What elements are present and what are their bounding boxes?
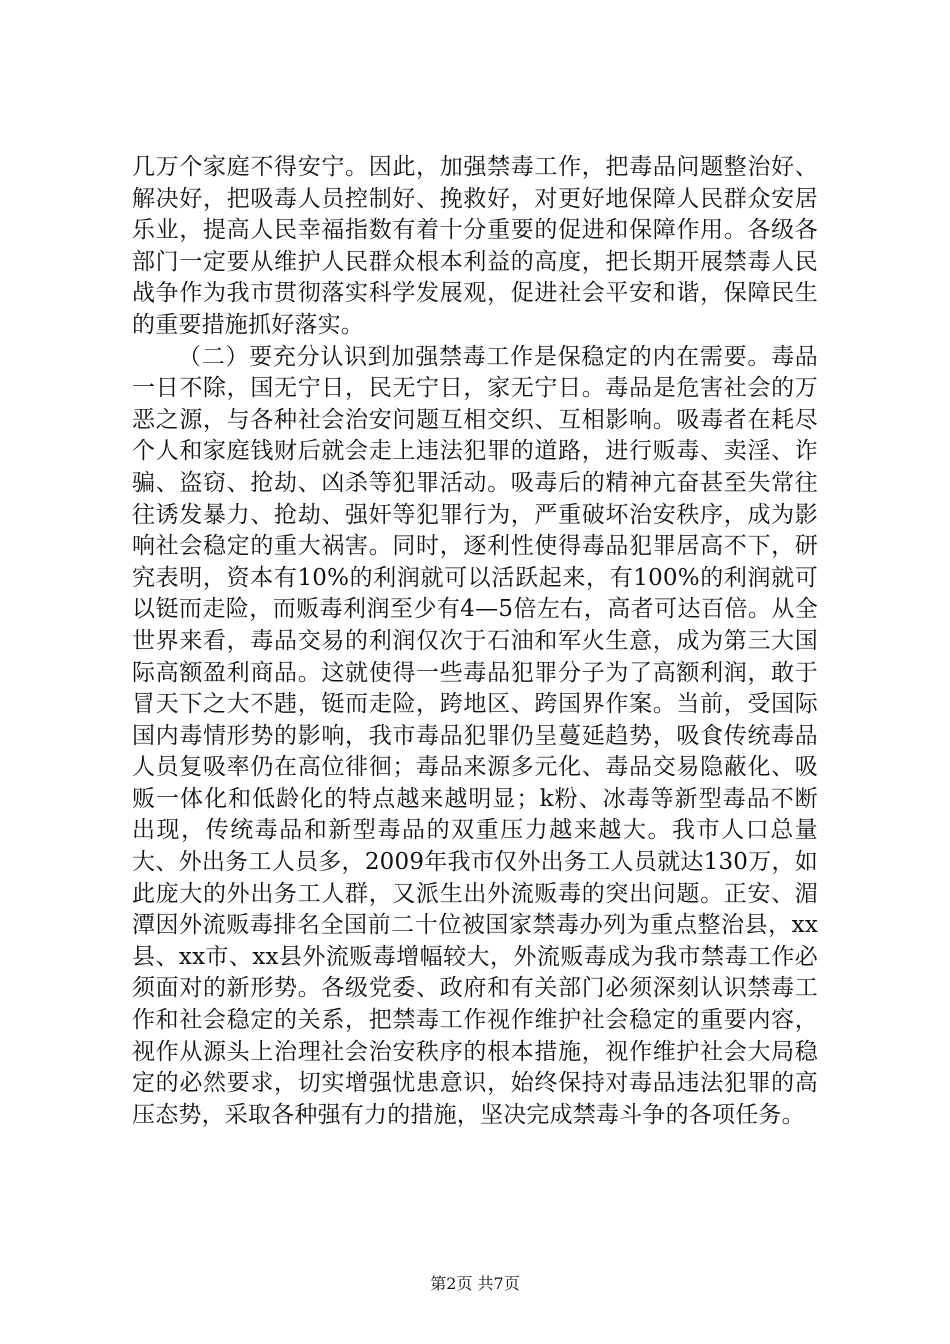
document-body [132,152,818,1131]
paragraph-continuation: 几万个家庭不得安宁。因此，加强禁毒工作，把毒品问题整治好、解决好，把吸毒人员控制好、挽救好，对更好地保障人民群众安居乐业，提高人民幸福指数有着十分重要的促进和保障作用。各级各部门一定要从维护人民群众根本利益的高度，把长期开展禁毒人民战争作为我市贯彻落实科学发展观，促进社会平安和谐，保障民生的重要措施抓好落实。 [132,154,818,338]
page-number-footer: 第2页 共7页 [430,1274,520,1293]
paragraph-section-two: （二）要充分认识到加强禁毒工作是保稳定的内在需要。毒品一日不除，国无宁日，民无宁日，家无宁日。毒品是危害社会的万恶之源，与各种社会治安问题互相交织、互相影响。吸毒者在耗尽个人和家庭钱财后就会走上违法犯罪的道路，进行贩毒、卖淫、诈骗、盗窃、抢劫、凶杀等犯罪活动。吸毒后的精神亢奋甚至失常往往诱发暴力、抢劫、强奸等犯罪行为，严重破坏治安秩序，成为影响社会稳定的重大祸害。同时，逐利性使得毒品犯罪居高不下，研究表明，资本有10%的利润就可以活跃起来，有100%的利润就可以铤而走险，而贩毒利润至少有4—5倍左右，高者可达百倍。从全世界来看，毒品交易的利润仅次于石油和军火生意，成为第三大国际高额盈利商品。这就使得一些毒品犯罪分子为了高额利润，敢于冒天下之大不韪，铤而走险，跨地区、跨国界作案。当前，受国际国内毒情形势的影响，我市毒品犯罪仍呈蔓延趋势，吸食传统毒品人员复吸率仍在高位徘徊；毒品来源多元化、毒品交易隐蔽化、吸贩一体化和低龄化的特点越来越明显；k粉、冰毒等新型毒品不断出现，传统毒品和新型毒品的双重压力越来越大。我市人口总量大、外出务工人员多，2009年我市仅外出务工人员就达130万，如此庞大的外出务工人群，又派生出外流贩毒的突出问题。正安、湄潭因外流贩毒排名全国前二十位被国家禁毒办列为重点整治县，xx县、xx市、xx县外流贩毒增幅较大，外流贩毒成为我市禁毒工作必须面对的新形势。各级党委、政府和有关部门必须深刻认识禁毒工作和社会稳定的关系，把禁毒工作视作维护社会稳定的重要内容，视作从源头上治理社会治安秩序的根本措施，视作维护社会大局稳定的必然要求，切实增强忧患意识，始终保持对毒品违法犯罪的高压态势，采取各种强有力的措施，坚决完成禁毒斗争的各项任务。 [132,343,818,1128]
